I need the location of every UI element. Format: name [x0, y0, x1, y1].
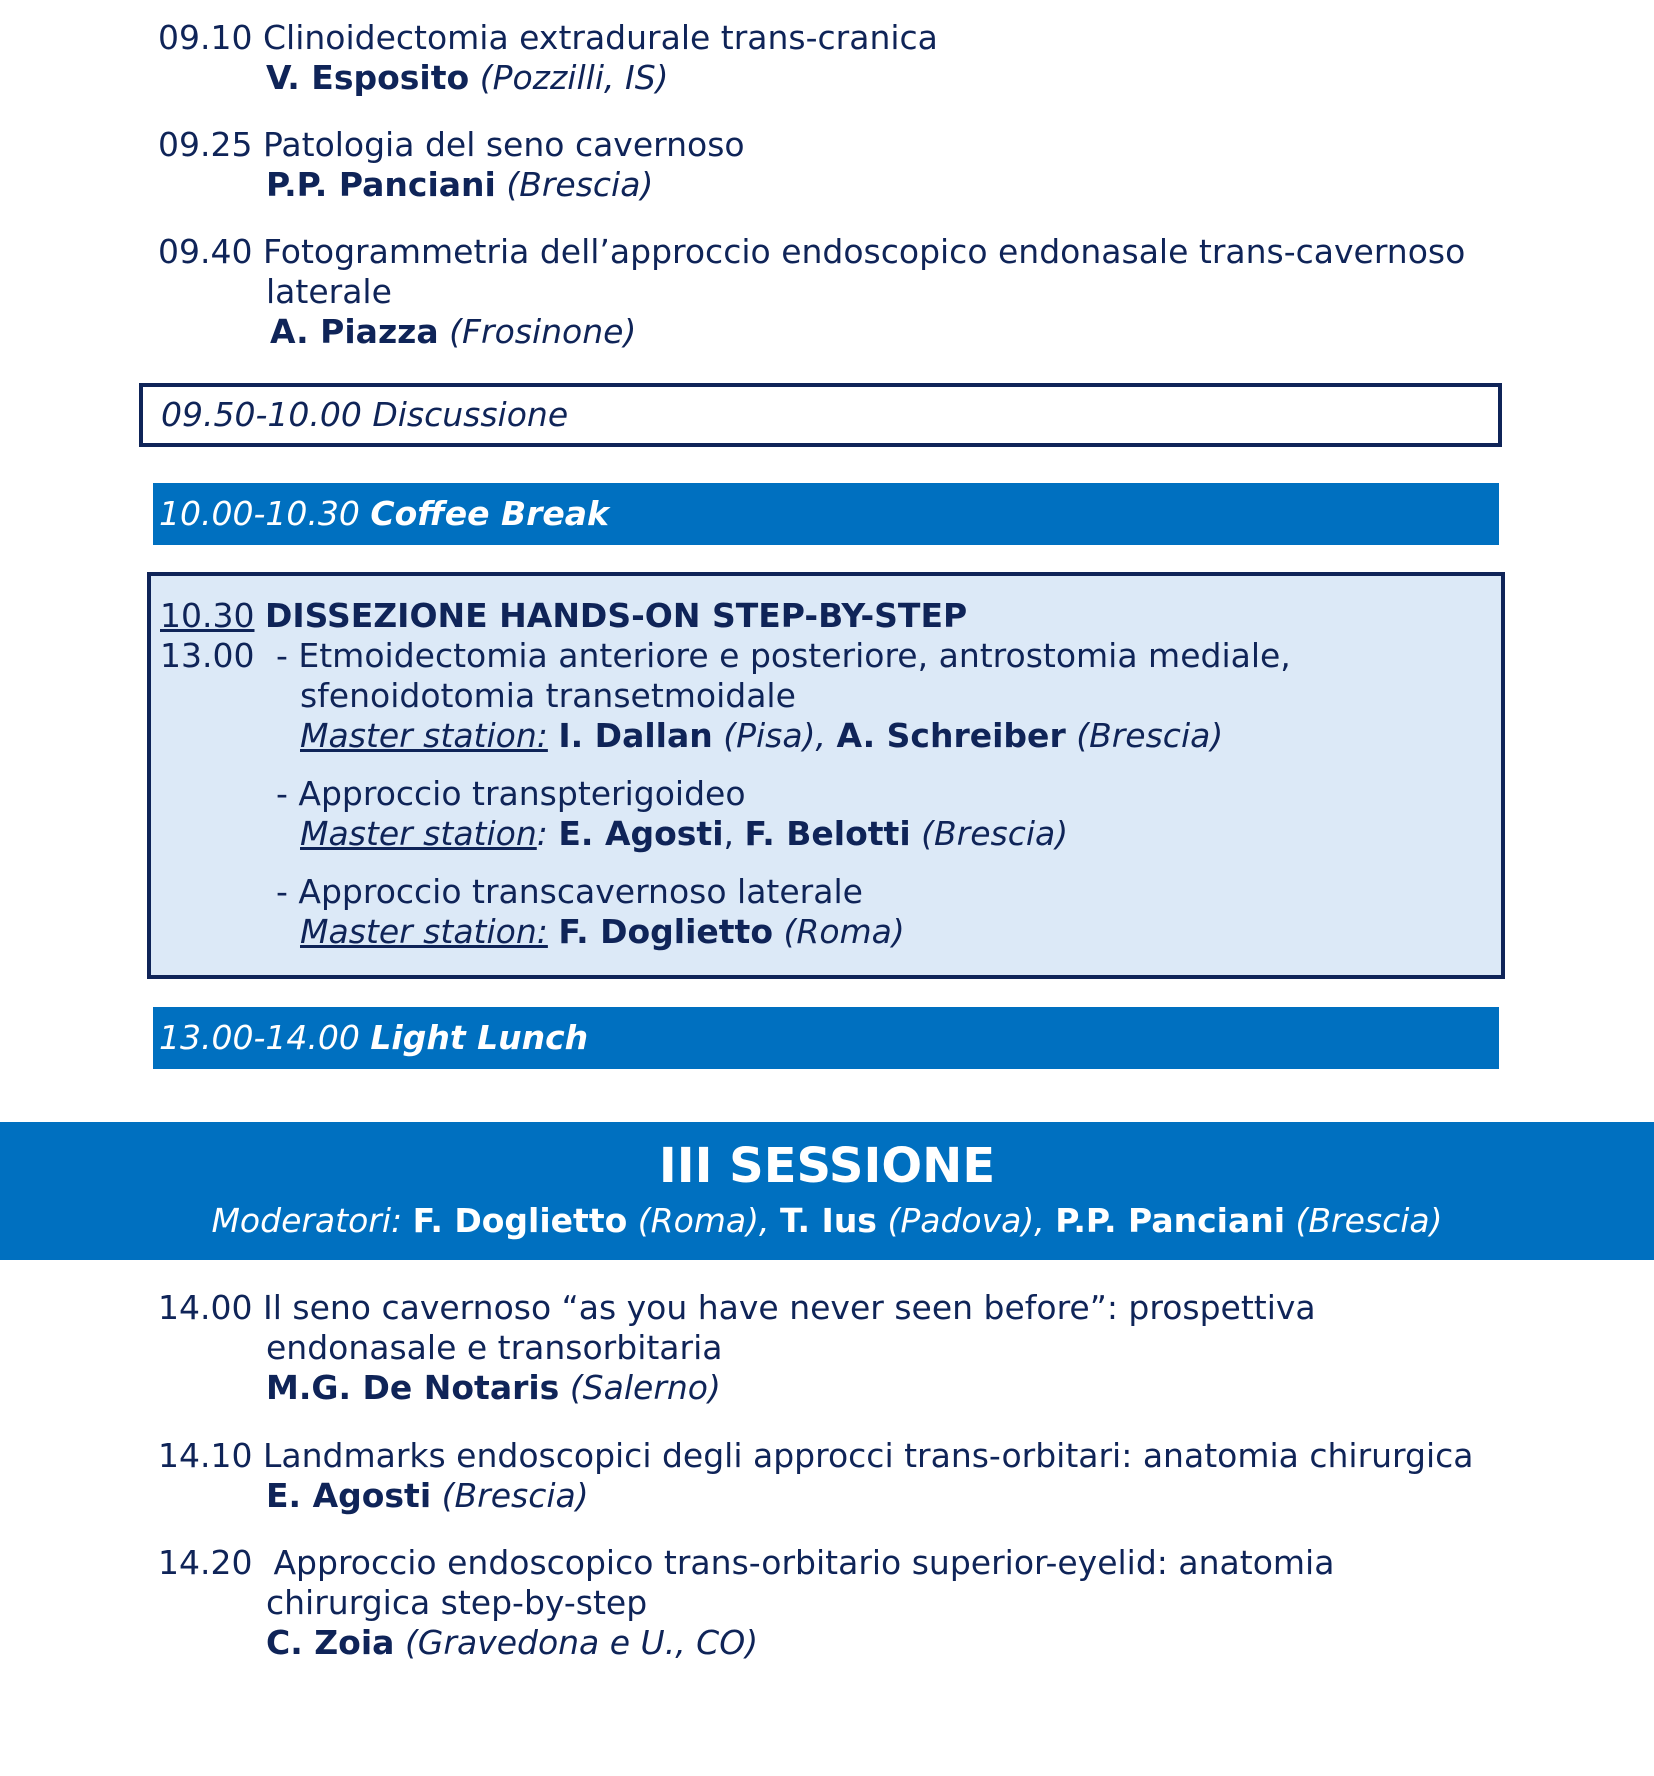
- handson-item-text: - Approccio transcavernoso laterale: [276, 872, 863, 911]
- moderator-place: (Padova),: [887, 1201, 1045, 1240]
- talk-speaker: P.P. Panciani: [266, 165, 496, 204]
- moderator-name: P.P. Panciani: [1055, 1201, 1286, 1240]
- master-station-label: Master station:: [300, 912, 548, 951]
- moderator-place: (Brescia): [1295, 1201, 1443, 1240]
- handson-item-text: - Etmoidectomia anteriore e posteriore, antrostomia mediale,: [276, 636, 1291, 675]
- talk-time: 09.25: [158, 125, 253, 164]
- handson-box: 10.30 DISSEZIONE HANDS-ON STEP-BY-STEP 13.00 - Etmoidectomia anteriore e posteriore, antrostomia mediale, sfenoidotomia transetmoidale Master station: I. Dallan (Pisa), A. Schreiber (Brescia) - Approccio transpterigoideo Master station: E. Agosti, F. Belotti (Brescia) - Approccio transcavernoso laterale Master station: F. Doglietto (Roma): [147, 572, 1505, 979]
- talk-place: (Gravedona e U., CO): [404, 1623, 759, 1662]
- handson-speaker: I. Dallan: [558, 716, 713, 755]
- talk-title: Il seno cavernoso “as you have never seen before”: prospettiva: [262, 1288, 1316, 1327]
- master-station-label: Master station: [300, 814, 537, 853]
- talk-title-continued: chirurgica step-by-step: [266, 1583, 648, 1622]
- talk-title: Fotogrammetria dell’approccio endoscopico endonasale trans-cavernoso: [262, 232, 1466, 271]
- talk-speaker: A. Piazza: [270, 312, 439, 351]
- moderators-label: Moderatori:: [211, 1201, 403, 1240]
- handson-speaker: E. Agosti: [558, 814, 724, 853]
- session-moderators: [0, 1200, 1654, 1242]
- talk-title: Clinoidectomia extradurale trans-cranica: [262, 18, 938, 57]
- talk-time: 14.20: [158, 1543, 253, 1582]
- handson-speaker: F. Doglietto: [558, 912, 774, 951]
- talk-item: [158, 1288, 1316, 1408]
- moderator-name: F. Doglietto: [412, 1201, 628, 1240]
- handson-time-end: 13.00: [160, 636, 255, 675]
- talk-time: 09.40: [158, 232, 253, 271]
- handson-place: (Brescia): [921, 814, 1069, 853]
- talk-title: Patologia del seno cavernoso: [262, 125, 745, 164]
- lunch-bar: [153, 1007, 1499, 1069]
- handson-place: (Brescia): [1076, 716, 1224, 755]
- talk-place: (Brescia): [506, 165, 654, 204]
- lunch-time: 13.00-14.00: [159, 1018, 360, 1057]
- talk-time: 09.10: [158, 18, 253, 57]
- talk-item: [158, 125, 745, 205]
- talk-item: [158, 1543, 1334, 1663]
- talk-title-continued: laterale: [266, 272, 392, 311]
- handson-place: (Pisa),: [723, 716, 826, 755]
- talk-place: (Brescia): [441, 1476, 589, 1515]
- handson-speaker: F. Belotti: [744, 814, 911, 853]
- talk-item: [158, 18, 938, 98]
- talk-speaker: M.G. De Notaris: [266, 1368, 560, 1407]
- handson-place: (Roma): [783, 912, 905, 951]
- moderator-place: (Roma),: [637, 1201, 770, 1240]
- talk-speaker: E. Agosti: [266, 1476, 432, 1515]
- session-banner: [0, 1122, 1654, 1260]
- discussion-box: [139, 383, 1502, 447]
- handson-item-text-continued: sfenoidotomia transetmoidale: [300, 676, 796, 715]
- talk-speaker: C. Zoia: [266, 1623, 395, 1662]
- talk-title: Approccio endoscopico trans-orbitario superior-eyelid: anatomia: [273, 1543, 1335, 1582]
- talk-place: (Pozzilli, IS): [479, 58, 669, 97]
- talk-title: Landmarks endoscopici degli approcci trans-orbitari: anatomia chirurgica: [262, 1436, 1474, 1475]
- handson-speaker: A. Schreiber: [836, 716, 1066, 755]
- handson-item-text: - Approccio transpterigoideo: [276, 774, 746, 813]
- separator: ,: [723, 814, 735, 853]
- master-station-label: Master station:: [300, 716, 548, 755]
- talk-item: [158, 232, 1465, 352]
- session-title: III SESSIONE: [658, 1138, 996, 1194]
- coffee-break-label: Coffee Break: [370, 494, 609, 533]
- discussion-label: 09.50-10.00 Discussione: [161, 395, 569, 434]
- talk-title-continued: endonasale e transorbitaria: [266, 1328, 723, 1367]
- talk-item: [158, 1436, 1474, 1516]
- talk-place: (Frosinone): [449, 312, 637, 351]
- handson-title: DISSEZIONE HANDS-ON STEP-BY-STEP: [264, 596, 968, 635]
- talk-speaker: V. Esposito: [266, 58, 470, 97]
- talk-place: (Salerno): [569, 1368, 721, 1407]
- coffee-break-bar: [153, 483, 1499, 545]
- talk-time: 14.00: [158, 1288, 253, 1327]
- handson-time-start: 10.30: [160, 596, 255, 635]
- talk-time: 14.10: [158, 1436, 253, 1475]
- coffee-break-time: 10.00-10.30: [159, 494, 360, 533]
- moderator-name: T. Ius: [780, 1201, 877, 1240]
- lunch-label: Light Lunch: [370, 1018, 589, 1057]
